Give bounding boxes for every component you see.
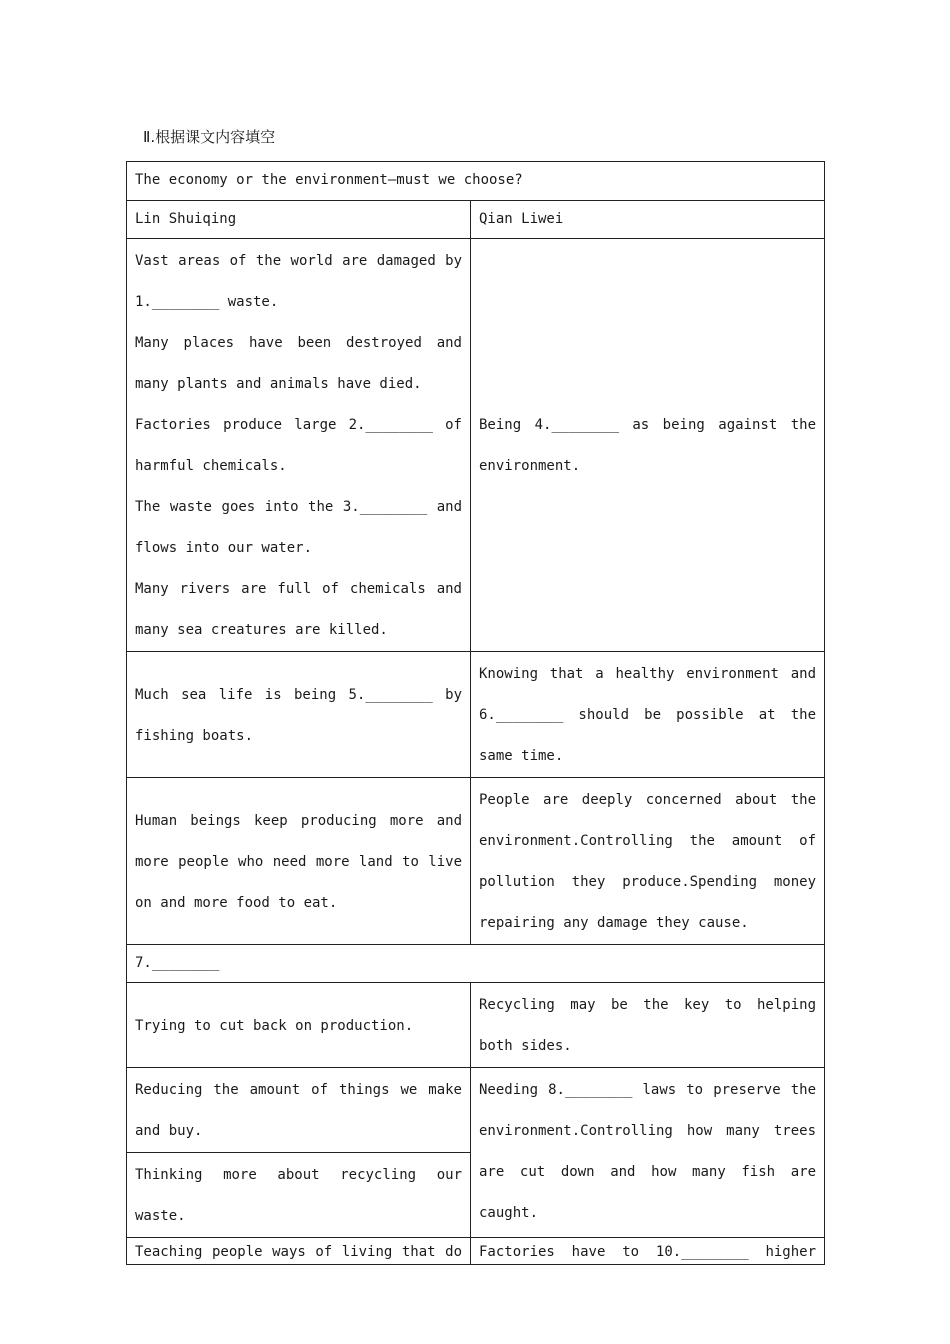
row2-right-cell: [471, 652, 825, 778]
section-heading: Ⅱ.根据课文内容填空: [143, 128, 276, 146]
concerned-sentence: People are deeply concerned about the environment.Controlling the amount of pollution they produce.Spending money repairing any damage they cause.: [479, 792, 817, 931]
recycling-key-sentence: Recycling may be the key to helping both sides.: [479, 997, 817, 1054]
reducing-sentence: Reducing the amount of things we make and buy.: [135, 1082, 462, 1139]
row1-right-cell: [471, 239, 825, 652]
table-title: The economy or the environment—must we choose?: [127, 162, 825, 201]
human-beings-sentence: Human beings keep producing more and more people who need more land to live on and more food to eat.: [135, 812, 462, 911]
column-header-lin: Lin Shuiqing: [127, 201, 471, 239]
blank-1-sentence: Vast areas of the world are damaged by 1.________ waste.: [135, 253, 462, 310]
thinking-recycling-sentence: Thinking more about recycling our waste.: [135, 1167, 462, 1224]
row5-right-cell: [471, 983, 825, 1068]
blank-2-sentence: Factories produce large 2.________ of harmful chemicals.: [135, 417, 462, 474]
blank-3-sentence: The waste goes into the 3.________ and flows into our water.: [135, 499, 462, 556]
row7-left-cell: [127, 1153, 471, 1238]
row67-right-cell: [471, 1068, 825, 1238]
row3-right-cell: [471, 778, 825, 945]
row8-left-cell: [127, 1238, 471, 1265]
rivers-sentence: Many rivers are full of chemicals and many sea creatures are killed.: [135, 581, 462, 638]
blank-8-sentence: Needing 8.________ laws to preserve the environment.Controlling how many trees are cut down and how many fish are caught.: [479, 1082, 817, 1221]
blank-5-sentence: Much sea life is being 5.________ by fishing boats.: [135, 686, 462, 744]
row5-left-cell: [127, 983, 471, 1068]
blank-6-sentence: Knowing that a healthy environment and 6.________ should be possible at the same time.: [479, 666, 817, 764]
teaching-sentence: Teaching people ways of living that do: [135, 1244, 462, 1260]
row2-left-cell: [127, 652, 471, 778]
blank-4-sentence: Being 4.________ as being against the environment.: [479, 417, 817, 474]
row3-left-cell: [127, 778, 471, 945]
blank-7-cell: 7.________: [127, 945, 825, 983]
places-destroyed-sentence: Many places have been destroyed and many plants and animals have died.: [135, 335, 462, 392]
column-header-qian: Qian Liwei: [471, 201, 825, 239]
blank-10-sentence: Factories have to 10.________ higher: [479, 1244, 817, 1260]
comparison-table: [126, 161, 825, 1265]
row8-right-cell: [471, 1238, 825, 1265]
row1-left-cell: [127, 239, 471, 652]
row6-left-cell: [127, 1068, 471, 1153]
cut-back-sentence: Trying to cut back on production.: [135, 1017, 414, 1034]
